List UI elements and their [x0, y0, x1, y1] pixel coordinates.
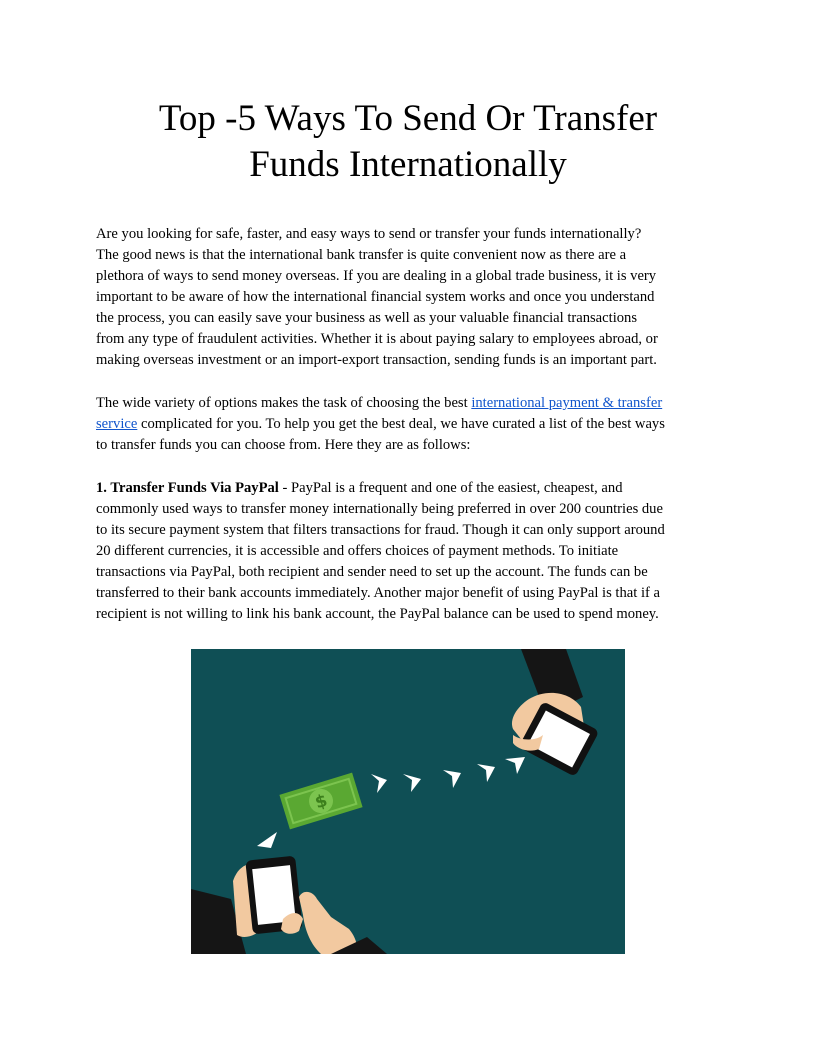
page-title: [96, 96, 720, 188]
text-line: 20 different currencies, it is accessible and offers choices of payment methods. To initiate: [96, 543, 619, 559]
paypal-heading: 1. Transfer Funds Via PayPal: [96, 480, 279, 496]
money-transfer-illustration: [191, 649, 625, 954]
text-line: from any type of fraudulent activities. Whether it is about paying salary to employees abroad, or: [96, 331, 658, 347]
text-line: to transfer funds you can choose from. Here they are as follows:: [96, 437, 471, 453]
text-line: transferred to their bank accounts immediately. Another major benefit of using PayPal is that if a: [96, 585, 660, 601]
text-segment: - PayPal is a frequent and one of the easiest, cheapest, and: [278, 480, 623, 496]
text-line: [96, 478, 726, 499]
text-line: recipient is not willing to link his bank account, the PayPal balance can be used to spend money.: [96, 606, 659, 622]
text-line: The good news is that the international bank transfer is quite convenient now as there are a: [96, 247, 627, 263]
text-line: [96, 393, 726, 414]
text-line: to its secure payment system that filters transactions for fraud. Though it can only support around: [96, 522, 665, 538]
text-line: plethora of ways to send money overseas. If you are dealing in a global trade business, it is very: [96, 268, 657, 284]
currency-symbol: $: [312, 790, 330, 814]
intro-paragraph: [96, 224, 726, 371]
title-line-1: Top -5 Ways To Send Or Transfer: [158, 98, 658, 139]
text-segment: complicated for you. To help you get the best deal, we have curated a list of the best ways: [137, 416, 665, 432]
international-payment-link-continued[interactable]: service: [96, 416, 138, 432]
options-paragraph: [96, 393, 726, 456]
text-line: commonly used ways to transfer money internationally being preferred in over 200 countries due: [96, 501, 663, 517]
text-line: the process, you can easily save your business as well as your valuable financial transactions: [96, 310, 638, 326]
international-payment-link[interactable]: international payment & transfer: [471, 395, 663, 411]
text-line: Are you looking for safe, faster, and easy ways to send or transfer your funds internationally?: [96, 226, 642, 242]
text-line: making overseas investment or an import-export transaction, sending funds is an important part.: [96, 352, 657, 368]
paypal-paragraph: [96, 478, 726, 625]
text-line: [96, 414, 726, 435]
text-line: important to be aware of how the international financial system works and once you understand: [96, 289, 655, 305]
text-line: transactions via PayPal, both recipient and sender need to set up the account. The funds can be: [96, 564, 648, 580]
text-segment: The wide variety of options makes the task of choosing the best: [96, 395, 472, 411]
title-line-2: Funds Internationally: [249, 144, 567, 185]
